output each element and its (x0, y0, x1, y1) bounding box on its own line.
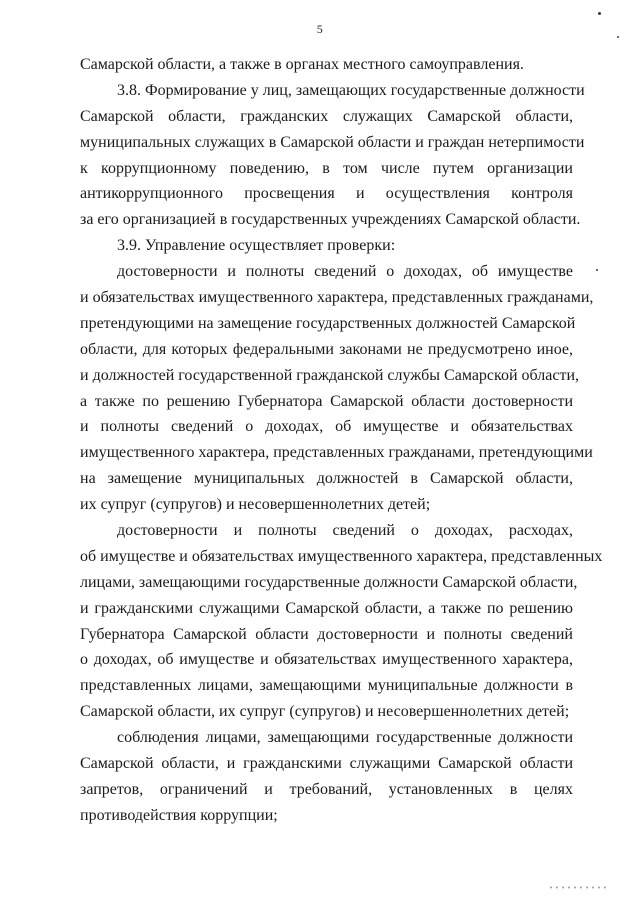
text-line: и полноты сведений о доходах, об имуществе и обязательствах (80, 418, 573, 436)
text-line: претендующими на замещение государственных должностей Самарской (80, 314, 576, 332)
text-line: области, для которых федеральными законами не предусмотрено иное, (80, 340, 573, 358)
text-line: соблюдения лицами, замещающими государственные должности (117, 729, 573, 747)
scan-speck (598, 12, 601, 15)
text-line: об имуществе и обязательствах имущественного характера, представленных (80, 547, 603, 565)
text-line: представленных лицами, замещающими муниципальные должности в (80, 677, 573, 695)
text-line: антикоррупционного просвещения и осуществления контроля (80, 185, 573, 203)
text-line: лицами, замещающими государственные должности Самарской области, (80, 573, 578, 591)
text-line: запретов, ограничений и требований, установленных в целях (80, 780, 573, 798)
text-line: Самарской области, а также в органах местного самоуправления. (80, 56, 524, 73)
scan-speck (617, 36, 619, 38)
text-line: и гражданскими служащими Самарской области, а также по решению (80, 599, 573, 617)
page-number: 5 (316, 22, 324, 36)
text-line: 3.9. Управление осуществляет проверки: (117, 237, 396, 255)
text-line: Самарской области, и гражданскими служащими Самарской области (80, 755, 573, 773)
text-line: достоверности и полноты сведений о доходах, расходах, (117, 522, 573, 540)
text-line: и обязательствах имущественного характера, представленных гражданами, (80, 289, 594, 307)
text-line: за его организацией в государственных учреждениях Самарской области. (80, 211, 581, 229)
text-line: 3.8. Формирование у лиц, замещающих государственные должности (117, 81, 585, 99)
scan-dot-strip (548, 886, 608, 889)
text-line: Самарской области, их супруг (супругов) и несовершеннолетних детей; (80, 703, 570, 721)
text-line: противодействия коррупции; (80, 806, 278, 824)
text-line: достоверности и полноты сведений о доходах, об имуществе (117, 263, 573, 281)
text-line: а также по решению Губернатора Самарской области достоверности (80, 392, 573, 410)
text-line: Самарской области, гражданских служащих Самарской области, (80, 107, 573, 125)
text-line: и должностей государственной гражданской службы Самарской области, (80, 366, 580, 384)
text-line: муниципальных служащих в Самарской области и граждан нетерпимости (80, 133, 585, 151)
text-line: их супруг (супругов) и несовершеннолетних детей; (80, 496, 431, 514)
text-line: имущественного характера, представленных гражданами, претендующими (80, 444, 593, 462)
scan-speck (596, 269, 598, 271)
text-line: к коррупционному поведению, в том числе путем организации (80, 159, 573, 177)
text-line: на замещение муниципальных должностей в Самарской области, (80, 470, 573, 488)
text-line: о доходах, об имуществе и обязательствах имущественного характера, (80, 651, 573, 669)
text-line: Губернатора Самарской области достоверности и полноты сведений (80, 625, 573, 643)
document-body (80, 52, 603, 829)
